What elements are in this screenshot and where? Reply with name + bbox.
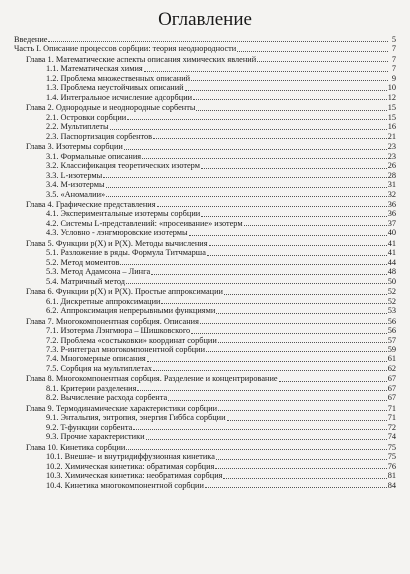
toc-page-number: 5: [391, 35, 396, 44]
toc-dot-leader: [153, 369, 387, 371]
toc-dot-leader: [146, 438, 387, 440]
toc-dot-leader: [144, 70, 388, 72]
toc-entry-title: 2.2. Мультиплеты: [46, 122, 109, 132]
toc-dot-leader: [227, 419, 387, 421]
toc-entry-title: 1.4. Интегральное исчисление адсорбции: [46, 92, 193, 102]
toc-page-number: 23: [387, 151, 396, 161]
toc-section-entry: [14, 209, 396, 218]
toc-dot-leader: [153, 137, 387, 139]
toc-page-number: 7: [391, 44, 396, 54]
toc-page-number: 62: [387, 363, 396, 373]
toc-section-entry: [14, 74, 396, 83]
toc-chapter-entry: [14, 239, 396, 248]
toc-section-entry: [14, 219, 396, 228]
toc-entry-title: 10.1. Внешне- и внутридиффузионная кинетика: [46, 452, 215, 462]
toc-section-entry: [14, 481, 396, 490]
toc-section-entry: [14, 171, 396, 180]
toc-chapter-entry: [14, 142, 396, 151]
toc-section-entry: [14, 122, 396, 131]
toc-dot-leader: [110, 128, 387, 130]
toc-entry-title: 1.3. Проблема неустойчивых описаний: [46, 83, 184, 93]
toc-section-entry: [14, 267, 396, 276]
toc-page-number: 56: [387, 316, 396, 326]
toc-page-number: 40: [387, 228, 396, 238]
toc-dot-leader: [189, 234, 387, 236]
toc-dot-leader: [237, 50, 388, 52]
toc-dot-leader: [257, 60, 388, 62]
toc-page-number: 41: [387, 248, 396, 258]
toc-dot-leader: [201, 167, 387, 169]
toc-chapter-entry: [14, 287, 396, 296]
toc-page-number: 67: [387, 383, 396, 393]
toc-page-number: 57: [387, 335, 396, 345]
toc-entry-title: 9.2. T-функции сорбента: [46, 422, 133, 432]
toc-page-number: 75: [387, 452, 396, 462]
toc-page-number: 21: [387, 131, 396, 141]
toc-chapter-entry: [14, 317, 396, 326]
toc-section-entry: [14, 423, 396, 432]
toc-entry-title: Глава 2. Однородные и неоднородные сорбенты: [26, 103, 196, 113]
toc-dot-leader: [126, 282, 387, 284]
toc-section-entry: [14, 258, 396, 267]
toc-section-entry: [14, 93, 396, 102]
toc-page-number: 36: [387, 199, 396, 209]
toc-entry-title: 3.5. «Аномалии»: [46, 189, 106, 199]
toc-entry-title: Глава 6. Функции p(X) и P(X). Простые аппроксимации: [26, 287, 223, 297]
toc-page-number: 15: [387, 103, 396, 113]
toc-page-number: 71: [387, 413, 396, 423]
toc-entry-title: 7.2. Проблема «состыковки» координат сорбции: [46, 335, 217, 345]
toc-section-entry: [14, 452, 396, 461]
toc-entry-title: 6.2. Аппроксимация непрерывными функциями: [46, 306, 216, 316]
toc-page-number: 67: [387, 393, 396, 403]
toc-section-entry: [14, 161, 396, 170]
toc-page-number: 61: [387, 354, 396, 364]
toc-page-number: 52: [387, 296, 396, 306]
toc-dot-leader: [157, 205, 387, 207]
toc-entry-title: 2.1. Островки сорбции: [46, 112, 127, 122]
toc-dot-leader: [151, 273, 387, 275]
toc-dot-leader: [106, 186, 387, 188]
toc-page-number: 71: [387, 403, 396, 413]
toc-page-number: 36: [387, 209, 396, 219]
toc-entry-title: Глава 9. Термодинамические характеристики сорбции: [26, 403, 218, 413]
toc-entry-title: 4.1. Экспериментальные изотермы сорбции: [46, 209, 201, 219]
toc-page-number: 16: [387, 122, 396, 132]
toc-section-entry: [14, 384, 396, 393]
page-title: Оглавление: [158, 9, 252, 30]
toc-entry-title: 3.2. Классификация теоретических изотерм: [46, 161, 200, 171]
toc-page-number: 41: [387, 238, 396, 248]
toc-chapter-entry: [14, 103, 396, 112]
toc-dot-leader: [207, 254, 387, 256]
toc-section-entry: [14, 354, 396, 363]
toc-page-number: 31: [387, 180, 396, 190]
toc-entry-title: 1.2. Проблема множественных описаний: [46, 73, 191, 83]
toc-section-entry: [14, 326, 396, 335]
toc-page-number: 26: [387, 161, 396, 171]
toc-page-number: 81: [387, 471, 396, 481]
toc-chapter-entry: [14, 443, 396, 452]
toc-page-number: 32: [387, 189, 396, 199]
toc-dot-leader: [161, 302, 386, 304]
toc-section-entry: [14, 297, 396, 306]
toc-entry-title: 9.1. Энтальпия, энтропия, энергия Гиббса сорбции: [46, 413, 226, 423]
toc-entry-title: 6.1. Дискретные аппроксимации: [46, 296, 161, 306]
toc-entry-title: 10.3. Химическая кинетика: необратимая сорбция: [46, 471, 223, 481]
toc-entry-title: 4.2. Системы L-представлений: «просеивание» изотерм: [46, 218, 243, 228]
toc-dot-leader: [209, 244, 387, 246]
toc-entry-title: 8.1. Критерии разделения: [46, 383, 137, 393]
toc-page-number: 76: [387, 461, 396, 471]
toc-dot-leader: [196, 109, 386, 111]
toc-dot-leader: [200, 322, 387, 324]
toc-dot-leader: [142, 157, 387, 159]
toc-section-entry: [14, 180, 396, 189]
toc-page-number: 50: [387, 276, 396, 286]
toc-entry-title: Глава 8. Многокомпонентная сорбция. Разделение и концентрирование: [26, 374, 278, 384]
toc-entry-title: 3.3. L-изотермы: [46, 170, 103, 180]
toc-chapter-entry: [14, 404, 396, 413]
toc-page-number: 67: [387, 374, 396, 384]
toc-dot-leader: [185, 89, 387, 91]
toc-chapter-entry: [14, 374, 396, 383]
toc-page-number: 28: [387, 170, 396, 180]
toc-entry-title: 3.1. Формальные описания: [46, 151, 142, 161]
toc-dot-leader: [133, 428, 386, 430]
toc-page-number: 9: [391, 73, 396, 83]
toc-page-number: 75: [387, 442, 396, 452]
toc-entry-title: 2.3. Паспортизация сорбентов: [46, 131, 153, 141]
toc-page-number: 23: [387, 142, 396, 152]
toc-page-number: 74: [387, 432, 396, 442]
toc-dot-leader: [216, 312, 386, 314]
toc-section-entry: [14, 364, 396, 373]
toc-entry-title: Глава 1. Математические аспекты описания химических явлений: [26, 54, 257, 64]
toc-entry-title: 9.3. Прочие характеристики: [46, 432, 145, 442]
toc-entry-title: Часть I. Описание процессов сорбции: теория неоднородности: [14, 44, 237, 54]
toc-dot-leader: [193, 98, 387, 100]
toc-page-number: 59: [387, 345, 396, 354]
toc-entry-title: 8.2. Вычисление расхода сорбента: [46, 393, 168, 403]
toc-section-entry: [14, 152, 396, 161]
toc-page-number: 12: [387, 92, 396, 102]
toc-entry-title: 5.4. Матричный метод: [46, 276, 125, 286]
toc-section-entry: [14, 248, 396, 257]
toc-section-entry: [14, 132, 396, 141]
toc-entry-title: 7.5. Сорбция на мультиплетах: [46, 363, 153, 373]
toc-entry-title: 10.4. Кинетика многокомпонентной сорбции: [46, 480, 204, 490]
toc-dot-leader: [216, 458, 387, 460]
toc-entry-title: Введение: [14, 35, 48, 44]
toc-dot-leader: [215, 467, 386, 469]
toc-dot-leader: [147, 360, 387, 362]
toc-section-entry: [14, 471, 396, 480]
toc-entry-title: 5.3. Метод Адамсона – Линга: [46, 267, 151, 277]
toc-section-entry: [14, 277, 396, 286]
toc-dot-leader: [168, 399, 387, 401]
toc-section-entry: [14, 306, 396, 315]
toc-section-entry: [14, 190, 396, 199]
toc-dot-leader: [224, 293, 387, 295]
toc-entry-title: Глава 5. Функции p(X) и P(X). Методы вычисления: [26, 238, 208, 248]
toc-page-number: 7: [391, 64, 396, 74]
toc-section-entry: [14, 462, 396, 471]
table-of-contents: [14, 35, 396, 490]
toc-dot-leader: [124, 148, 387, 150]
toc-chapter-entry: [14, 55, 396, 64]
toc-page-number: 15: [387, 112, 396, 122]
toc-dot-leader: [279, 380, 387, 382]
toc-entry-title: 5.2. Метод моментов: [46, 257, 120, 267]
toc-section-entry: [14, 113, 396, 122]
toc-entry-title: 4.3. Условно - лэнгмюровские изотермы: [46, 228, 188, 238]
toc-section-entry: [14, 336, 396, 345]
toc-entry-title: Глава 10. Кинетика сорбции: [26, 442, 126, 452]
toc-section-entry: [14, 345, 396, 354]
toc-entry-title: 3.4. M-изотермы: [46, 180, 105, 190]
toc-entry-title: 1.1. Математическая химия: [46, 64, 143, 74]
toc-dot-leader: [126, 448, 386, 450]
toc-section-entry: [14, 83, 396, 92]
toc-page-number: 44: [387, 257, 396, 267]
toc-section-entry: [14, 228, 396, 237]
toc-entry-title: 7.3. P-интеграл многокомпонентной сорбции: [46, 345, 206, 354]
toc-dot-leader: [137, 389, 386, 391]
toc-entry-title: Глава 4. Графические представления: [26, 199, 156, 209]
toc-page-number: 72: [387, 422, 396, 432]
toc-page-number: 48: [387, 267, 396, 277]
toc-entry-title: 7.1. Изотерма Лэнгмюра – Шишковского: [46, 326, 191, 336]
toc-dot-leader: [223, 477, 386, 479]
toc-section-entry: [14, 393, 396, 402]
toc-dot-leader: [127, 118, 387, 120]
toc-entry-title: Глава 7. Многокомпонентная сорбция. Описания: [26, 316, 199, 326]
toc-page-number: 10: [387, 83, 396, 93]
toc-section-entry: [14, 413, 396, 422]
toc-dot-leader: [201, 215, 386, 217]
toc-dot-leader: [191, 79, 388, 81]
toc-dot-leader: [48, 40, 388, 42]
toc-chapter-entry: [14, 200, 396, 209]
toc-entry-title: Глава 3. Изотермы сорбции: [26, 142, 123, 152]
toc-dot-leader: [218, 341, 387, 343]
toc-dot-leader: [218, 409, 387, 411]
toc-entry-title: 10.2. Химическая кинетика: обратимая сорбция: [46, 461, 215, 471]
toc-section-entry: [14, 432, 396, 441]
toc-entry-title: 5.1. Разложение в ряды. Формула Титчмарша: [46, 248, 206, 258]
toc-dot-leader: [106, 195, 386, 197]
toc-page-number: 52: [387, 287, 396, 297]
toc-dot-leader: [191, 332, 387, 334]
toc-dot-leader: [120, 263, 386, 265]
toc-section-entry: [14, 64, 396, 73]
toc-part-entry: [14, 44, 396, 53]
toc-page-number: 56: [387, 326, 396, 336]
toc-page-number: 7: [391, 54, 396, 64]
toc-dot-leader: [103, 176, 386, 178]
toc-dot-leader: [206, 350, 387, 352]
toc-dot-leader: [205, 486, 387, 488]
toc-page-number: 53: [387, 306, 396, 316]
toc-entry-title: 7.4. Многомерные описания: [46, 354, 146, 364]
toc-page-number: 37: [387, 218, 396, 228]
toc-dot-leader: [244, 224, 387, 226]
toc-part-entry: [14, 35, 396, 44]
toc-page-number: 84: [387, 480, 396, 490]
